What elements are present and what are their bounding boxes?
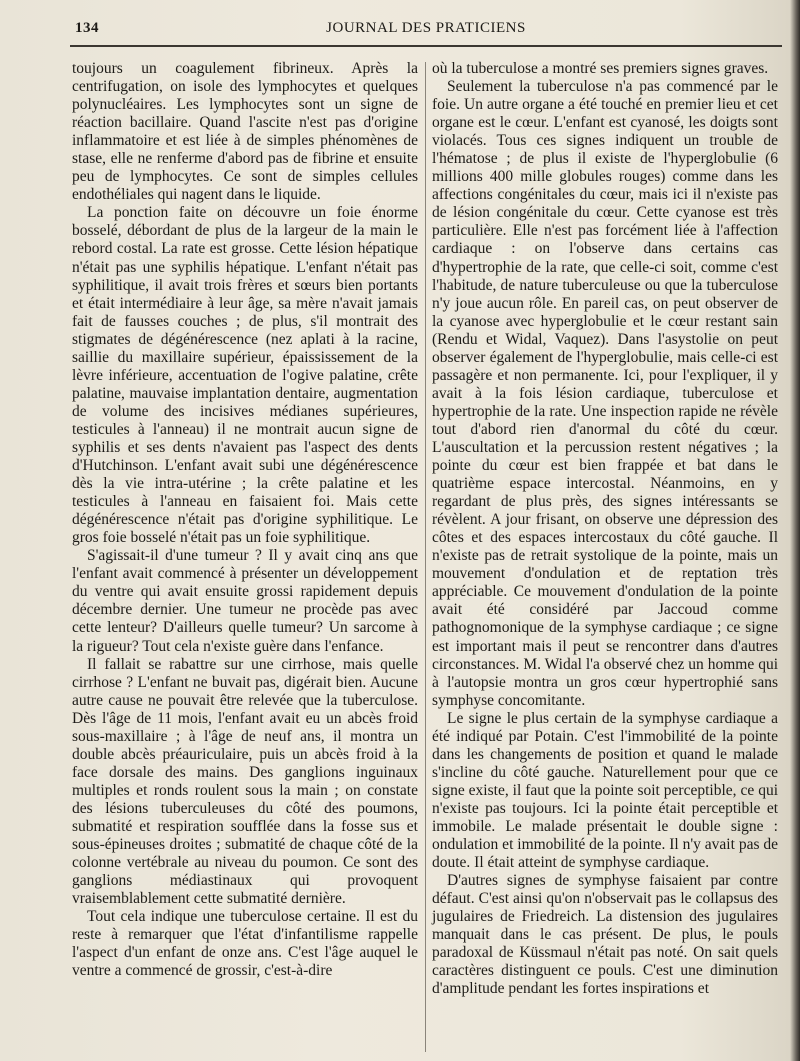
paragraph: Tout cela indique une tuberculose certaine. Il est du reste à remarquer que l'état d'infantilisme rappelle l'aspect d'un enfant de onze ans. C'est l'âge auquel le ventre a commencé de grossir, c'est-à-dire bbox=[72, 908, 418, 980]
paragraph: Le signe le plus certain de la symphyse cardiaque a été indiqué par Potain. C'est l'immobilité de la pointe dans les changements de position et quand le malade s'incline du côté gauche. Naturellement pour que ce signe existe, il faut que la pointe soit perceptible, ce qui n'existe pas toujours. Ici la pointe était perceptible et immobile. Le malade présentait le double signe : ondulation et immobilité de la pointe. Il n'y avait pas de doute. Il était atteint de symphyse cardiaque. bbox=[432, 709, 778, 872]
paragraph: toujours un coagulement fibrineux. Après la centrifugation, on isole des lymphocytes et quelques polynucléaires. Les lymphocytes sont un signe de réaction bacillaire. Quand l'ascite n'est pas d'origine inflammatoire et est liée à de simples phénomènes de stase, elle ne renferme d'abord pas de fibrine et ensuite peu de lymphocytes. Ce sont de simples cellules endothéliales qui nagent dans le liquide. bbox=[72, 60, 418, 204]
right-column bbox=[432, 60, 778, 998]
left-column bbox=[72, 60, 418, 980]
paragraph: où la tuberculose a montré ses premiers signes graves. bbox=[432, 60, 769, 77]
paragraph: D'autres signes de symphyse faisaient par contre défaut. C'est ainsi qu'on n'observait pas le collapsus des jugulaires de Friedreich. La distension des jugulaires manquait dans le cas présent. De plus, le pouls paradoxal de Küssmaul n'était pas noté. On sait quels caractères distinguent ce pouls. C'est une diminution d'amplitude pendant les fortes inspirations et bbox=[432, 872, 778, 998]
journal-title: JOURNAL DES PRATICIENS bbox=[326, 20, 526, 36]
page-edge-shadow bbox=[790, 0, 800, 1061]
paragraph: La ponction faite on découvre un foie énorme bosselé, débordant de plus de la largeur de la main le rebord costal. La rate est grosse. Cette lésion hépatique n'était pas une syphilis hépatique. L'enfant n'était pas syphilitique, il avait trois frères et sœurs bien portants et était intermédiaire à leur âge, sa mère n'avait jamais fait de fausses couches ; de plus, s'il montrait des stigmates de dégénérescence (nez aplati à la racine, saillie du maxillaire supérieur, épaississement de la lèvre inférieure, accentuation de l'ogive palatine, crête palatine, mauvaise implantation dentaire, augmentation de volume des incisives médianes supérieures, testicules à l'anneau) il ne montrait aucun signe de syphilis et ses dents n'avaient pas l'aspect des dents d'Hutchinson. L'enfant avait subi une dégénérescence dès la vie intra-utérine ; la crête palatine et les testicules à l'anneau en faisaient foi. Mais cette dégénérescence n'était pas d'origine syphilitique. Le gros foie bosselé n'était pas un foie syphilitique. bbox=[72, 204, 418, 547]
header-rule bbox=[70, 45, 782, 47]
paragraph: Il fallait se rabattre sur une cirrhose, mais quelle cirrhose ? L'enfant ne buvait pas, digérait bien. Aucune autre cause ne pouvait être relevée que la tuberculose. Dès l'âge de 11 mois, l'enfant avait eu un abcès froid sous-maxillaire ; à l'âge de neuf ans, il montra un double abcès préauriculaire, puis un abcès froid à la face dorsale des mains. Des ganglions inguinaux multiples et ronds roulent sous la main ; on constate des lésions tuberculeuses du côté des poumons, submatité et respiration soufflée dans la fosse sus et sous-épineuses droites ; submatité de chaque côté de la colonne vertébrale au niveau du poumon. Ce sont des ganglions médiastinaux qui provoquent vraisemblablement cette submatité dernière. bbox=[72, 655, 418, 908]
column-divider bbox=[425, 62, 426, 1052]
paragraph: Seulement la tuberculose n'a pas commencé par le foie. Un autre organe a été touché en premier lieu et cet organe est le cœur. L'enfant est cyanosé, les doigts sont violacés. Tous ces signes indiquent un trouble de l'hématose ; de plus il existe de l'hyperglobulie (6 millions 400 mille globules rouges) comme dans les affections congénitales du cœur, mais ici il n'existe pas de lésion congénitale du cœur. Cette cyanose est très particulière. Elle n'est pas forcément liée à l'affection cardiaque : on l'observe dans certains cas d'hypertrophie de la rate, que celle-ci soit, comme c'est l'habitude, de nature tuberculeuse ou que la tuberculose n'y joue aucun rôle. En pareil cas, on peut observer de la cyanose avec hyperglobulie et le cœur restant sain (Rendu et Widal, Vaquez). Dans l'asystolie on peut observer également de l'hyperglobulie, mais celle-ci est passagère et non permanente. Ici, pour l'expliquer, il y avait à la fois lésion cardiaque, tuberculose et hypertrophie de la rate. Une inspection rapide ne révèle tout d'abord rien d'anormal du côté du cœur. L'auscultation et la percussion restent négatives ; la pointe du cœur est bien frappée et bat dans le quatrième espace intercostal. Néanmoins, en y regardant de plus près, des signes intéressants se révèlent. A jour frisant, on observe une dépression des côtes et des espaces intercostaux du côté gauche. Il n'existe pas de retrait systolique de la pointe, mais un mouvement d'ondulation et de reptation très appréciable. Ce mouvement d'ondulation de la pointe avait été considéré par Jaccoud comme pathognomonique de la symphyse cardiaque ; ce signe est important mais il peut se rencontrer dans d'autres circonstances. M. Widal l'a observé chez un homme qui à l'autopsie montra un gros cœur hypertrophié sans symphyse concomitante. bbox=[432, 78, 778, 709]
page-number: 134 bbox=[75, 20, 99, 36]
paragraph: S'agissait-il d'une tumeur ? Il y avait cinq ans que l'enfant avait commencé à présenter un développement du ventre qui avait ensuite grossi rapidement depuis décembre dernier. Une tumeur ne procède pas avec cette lenteur? D'ailleurs quelle tumeur? Un sarcome à la rigueur? Tout cela n'existe guère dans l'enfance. bbox=[72, 547, 418, 655]
running-header bbox=[75, 20, 777, 42]
